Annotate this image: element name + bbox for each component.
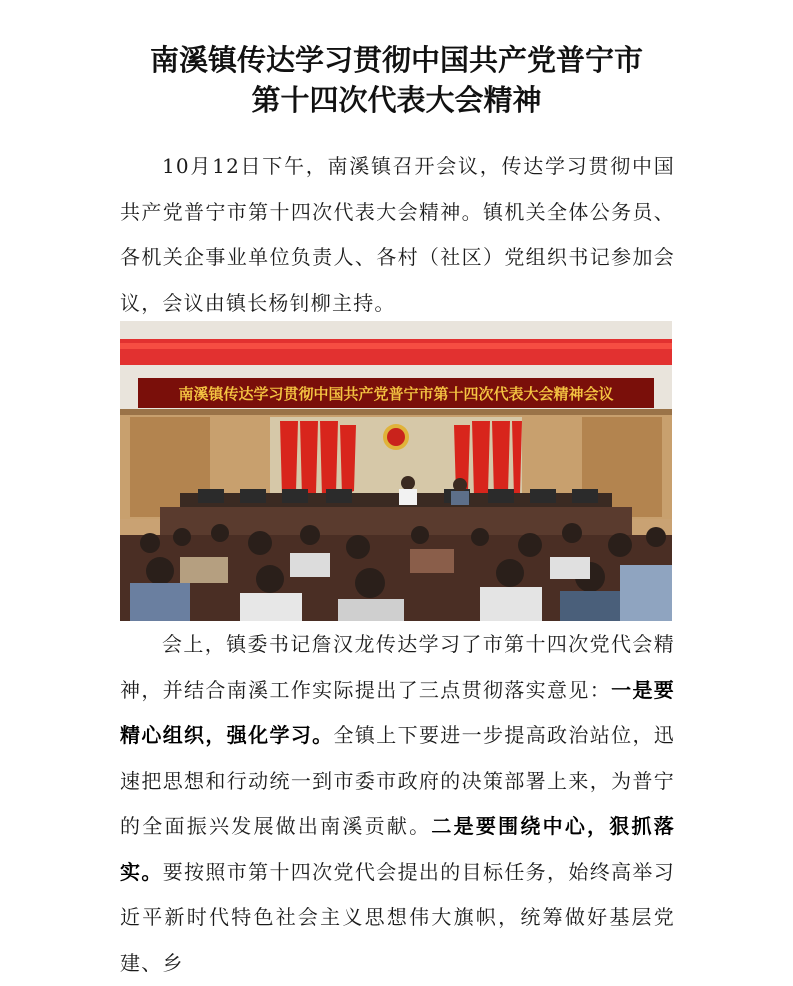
point-two-body: 要按照市第十四次党代会提出的目标任务，始终高举习近平新时代特色社会主义思想伟大旗帜，统筹做好基层党建、乡: [120, 859, 675, 975]
point-one-body: 全镇上下要进一步提高政治站位，迅速把思想和行动统一到市委市政府的决策部署上来，为普宁的全面振兴发展做出南溪贡献。: [120, 723, 676, 838]
article-title: [0, 40, 793, 120]
paragraph-intro: 10月12日下午，南溪镇召开会议，传达学习贯彻中国共产党普宁市第十四次代表大会精神。镇机关全体公务员、各机关企事业单位负责人、各村（社区）党组织书记参加会议，会议由镇长杨钊柳主持。: [120, 154, 675, 315]
para2-intro: 会上，镇委书记詹汉龙传达学习了市第十四次党代会精神，并结合南溪工作实际提出了三点贯彻落实意见：: [120, 632, 675, 702]
title-line-2: 第十四次代表大会精神: [251, 83, 542, 117]
meeting-photo: [120, 321, 672, 621]
paragraph-main: [120, 622, 675, 986]
banner-text: 南溪镇传达学习贯彻中国共产党普宁市第十四次代表大会精神会议: [178, 385, 614, 403]
title-line-1: 南溪镇传达学习贯彻中国共产党普宁市: [149, 43, 643, 77]
point-one-heading: 一是要精心组织，强化学习。: [120, 677, 675, 747]
point-two-heading: 二是要围绕中心，狠抓落实。: [120, 814, 675, 884]
